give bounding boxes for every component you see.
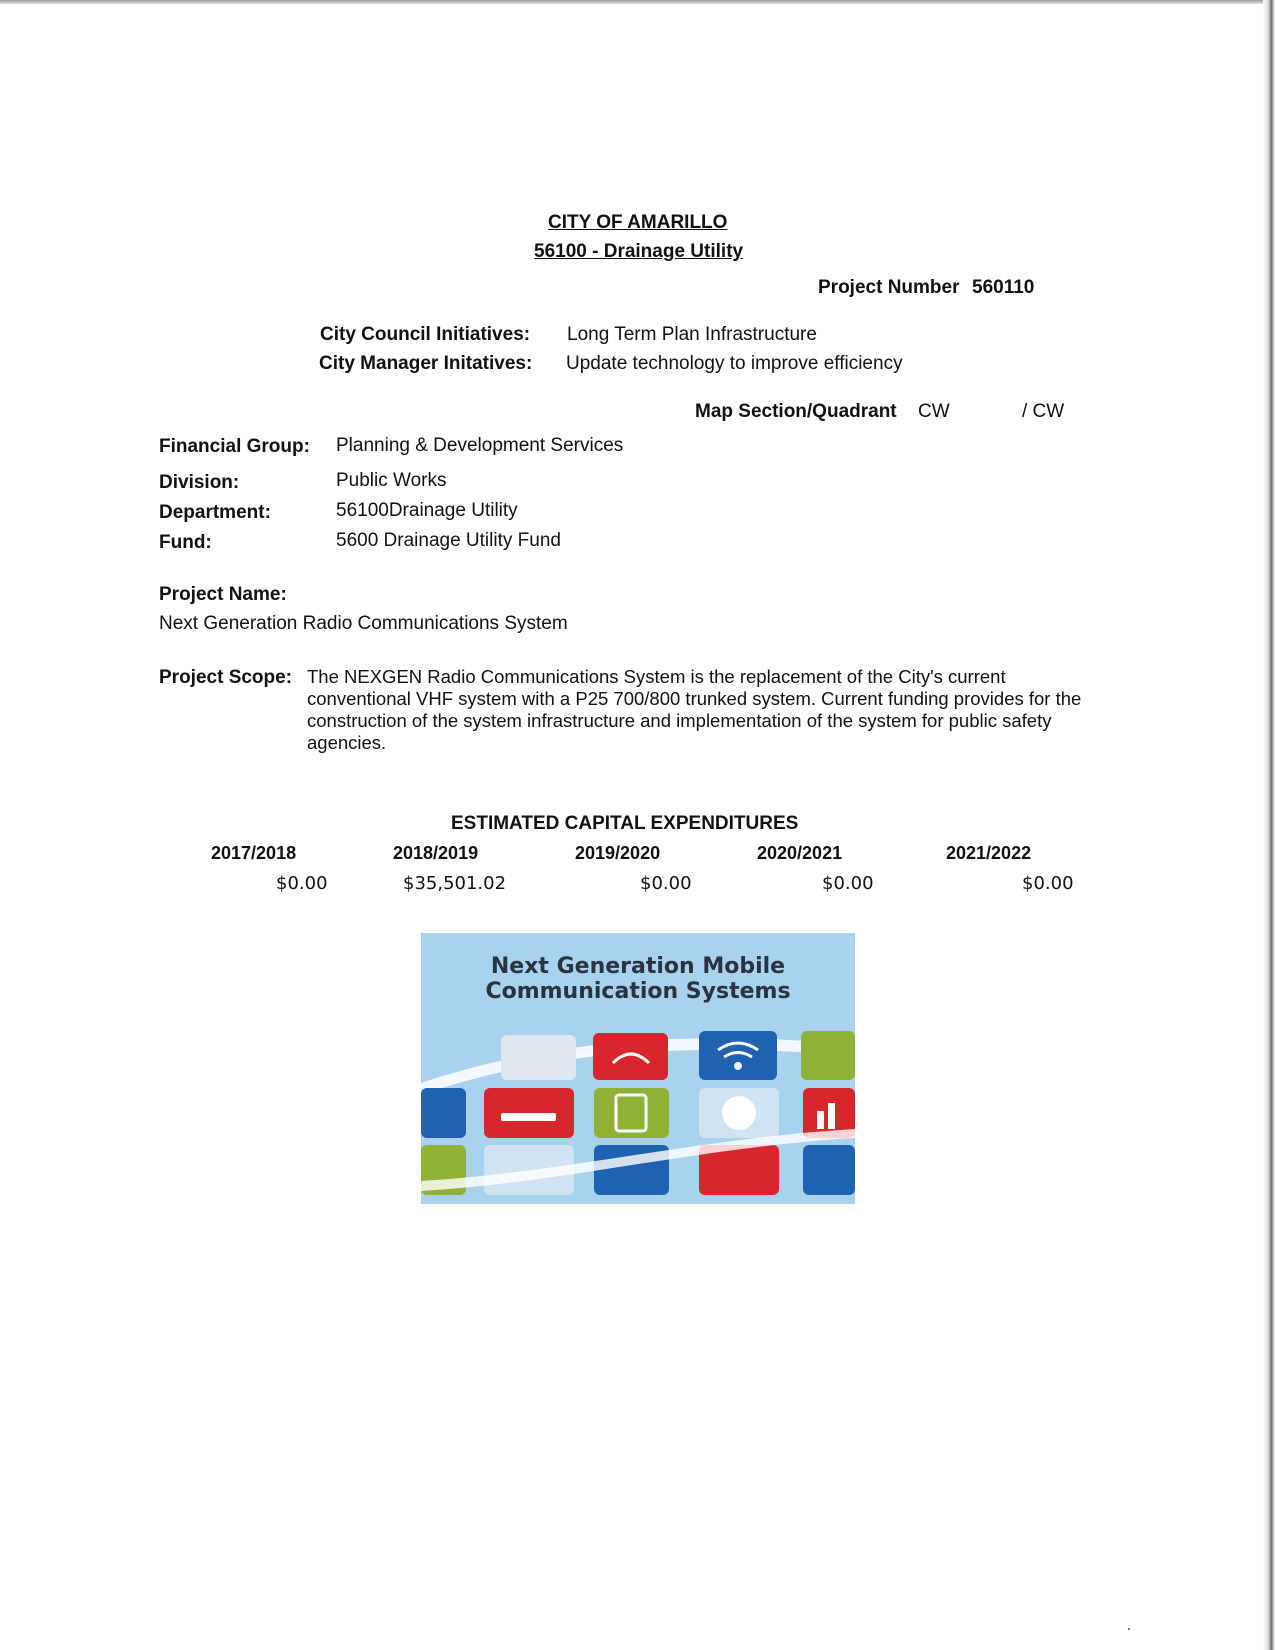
department-label: Department: [159, 502, 271, 523]
tile-signal-icon [501, 1035, 576, 1080]
amount-2019-2020: $0.00 [640, 873, 692, 894]
amount-2017-2018: $0.00 [276, 873, 328, 894]
financial-group-label: Financial Group: [159, 436, 310, 457]
image-caption-line2: Communication Systems [485, 979, 791, 1004]
tile-wifi-icon [699, 1031, 777, 1080]
year-2018-2019: 2018/2019 [393, 843, 479, 863]
tile-extra-icon [803, 1145, 855, 1195]
project-scope-text: The NEXGEN Radio Communications System is the replacement of the City's current conventional VHF system with a P25 700/800 trunked system. Current funding provides for the construction of the system infrastructure and implementation of the system for public safety agencies. [307, 666, 1082, 753]
year-2019-2020: 2019/2020 [575, 843, 661, 863]
project-name-label: Project Name: [159, 584, 287, 605]
amount-2018-2019: $35,501.02 [403, 873, 507, 894]
city-title: CITY OF AMARILLO [548, 212, 728, 233]
division-value: Public Works [336, 470, 447, 491]
map-quadrant-value: / CW [1022, 401, 1065, 422]
mobile-communication-image [421, 933, 855, 1204]
image-caption-line1: Next Generation Mobile [490, 954, 786, 979]
map-section-label: Map Section/Quadrant [695, 401, 897, 422]
map-section-value: CW [918, 401, 950, 422]
scan-speck [1128, 1628, 1130, 1630]
fund-value: 5600 Drainage Utility Fund [336, 530, 561, 551]
year-2021-2022: 2021/2022 [946, 843, 1032, 863]
tile-antenna-icon [593, 1033, 668, 1080]
manager-initiatives-value: Update technology to improve efficiency [566, 353, 903, 374]
department-title: 56100 - Drainage Utility [534, 241, 744, 262]
year-2020-2021: 2020/2021 [757, 843, 843, 863]
financial-group-value: Planning & Development Services [336, 435, 624, 456]
project-scope-label: Project Scope: [159, 667, 293, 688]
fund-label: Fund: [159, 532, 212, 553]
division-label: Division: [159, 472, 240, 493]
amount-2020-2021: $0.00 [822, 873, 874, 894]
expenditures-title: ESTIMATED CAPITAL EXPENDITURES [451, 813, 799, 834]
tile-tower-icon [801, 1031, 855, 1080]
project-name-value: Next Generation Radio Communications System [159, 613, 568, 634]
department-value: 56100Drainage Utility [336, 500, 518, 521]
council-initiatives-value: Long Term Plan Infrastructure [567, 324, 817, 345]
amount-2021-2022: $0.00 [1022, 873, 1074, 894]
project-number-value: 560110 [972, 277, 1035, 298]
council-initiatives-label: City Council Initiatives: [320, 324, 531, 345]
manager-initiatives-label: City Manager Initatives: [319, 353, 533, 374]
tile-satellite-icon [421, 1088, 466, 1138]
scan-edge-top [0, 0, 1275, 4]
project-number-label: Project Number [818, 277, 960, 298]
scan-edge-right [1263, 0, 1275, 1650]
year-2017-2018: 2017/2018 [211, 843, 297, 863]
